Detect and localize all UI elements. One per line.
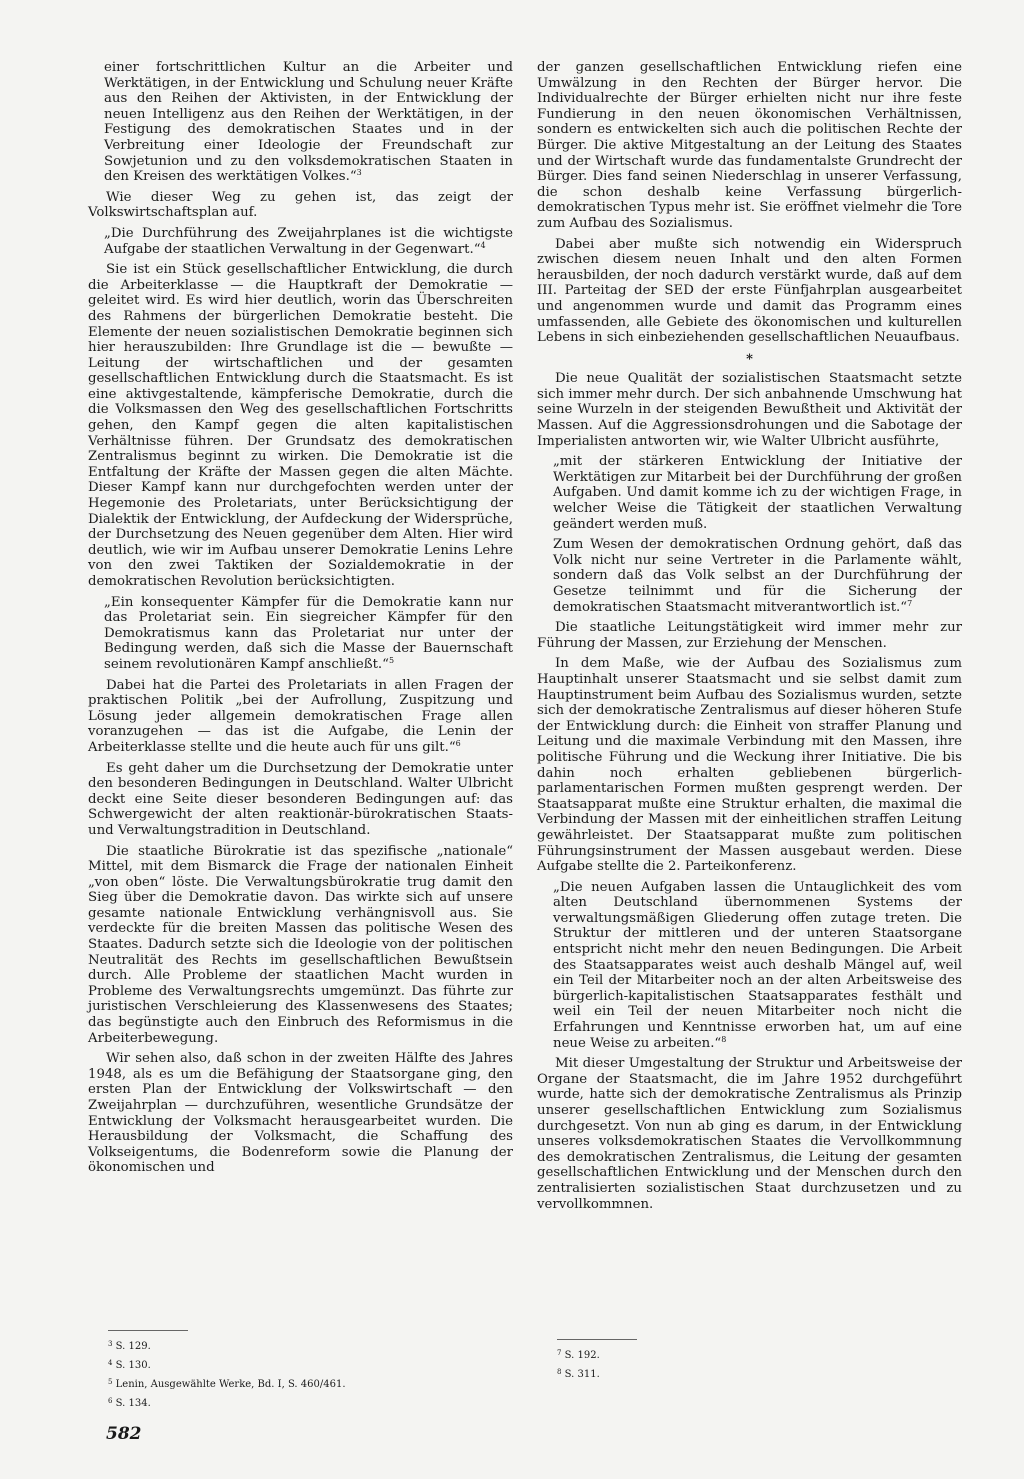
footnote-number: 3 bbox=[108, 1340, 113, 1348]
paragraph-text: der ganzen gesellschaftlichen Entwicklung riefen eine Umwälzung in den Rechten der Bürger hervor. Die Individualrechte der Bürger erhielten nicht nur ihre feste Fundierung in den neuen ökonomischen Verhältnissen, sondern es entwickelten sich auch die politischen Rechte der Bürger. Die aktive Mitgestaltung an der Leitung des Staates und der Wirtschaft wurde das fundamentalste Grundrecht der Bürger. Dies fand seinen Niederschlag in unserer Verfassung, die schon deshalb keine Verfassung bürgerlich-demokratischen Typus mehr ist. Sie eröffnet vielmehr die Tore zum Aufbau des Sozialismus. bbox=[537, 60, 962, 231]
footnote bbox=[108, 1336, 346, 1355]
footnote bbox=[108, 1393, 346, 1412]
paragraph-text: Die staatliche Bürokratie ist das spezifische „nationale“ Mittel, mit dem Bismarck die Frage der nationalen Einheit „von oben“ löste. Die Verwaltungsbürokratie trug damit den Sieg über die Demokratie davon. Das wirkte sich auf unsere gesamte nationale Entwicklung verhängnisvoll aus. Sie verdeckte für die breiten Massen das politische Wesen des Staates. Dadurch setzte sich die Ideologie von der politischen Neutralität des Rechts im gesellschaftlichen Bewußtsein durch. Alle Probleme der staatlichen Macht wurden in Probleme des Verwaltungsrechts umgemünzt. Das führte zur juristischen Verschleierung des Klassenwesens des Staates; das begünstigte auch den Einbruch des Reformismus in die Arbeiterbewegung. bbox=[88, 843, 513, 1046]
block-quote bbox=[553, 454, 962, 532]
footnote-text: S. 311. bbox=[561, 1369, 600, 1380]
paragraph-text: Dabei hat die Partei des Proletariats in allen Fragen der praktischen Politik „bei der Aufrollung, Zuspitzung und Lösung jeder allgemein demokratischen Frage allen voranzugehen — das ist die Aufgabe, die Lenin der Arbeiterklasse stellte und die heute auch für uns gilt.“ bbox=[88, 677, 513, 755]
block-quote bbox=[104, 226, 513, 257]
right-column-top bbox=[537, 60, 962, 346]
footnote-ref: 5 bbox=[388, 655, 395, 665]
footnote-text: S. 192. bbox=[561, 1350, 600, 1361]
paragraph-text: „Die Durchführung des Zweijahrplanes ist die wichtigste Aufgabe der staatlichen Verwaltung in der Gegenwart.“ bbox=[104, 225, 513, 257]
footnote-ref: 8 bbox=[721, 1034, 727, 1044]
footnote-text: S. 129. bbox=[112, 1341, 151, 1352]
left-column bbox=[88, 60, 513, 1181]
paragraph bbox=[537, 1056, 962, 1212]
footnote-ref: 7 bbox=[907, 598, 913, 608]
footnote-number: 8 bbox=[557, 1368, 562, 1376]
right-column bbox=[537, 60, 962, 1217]
paragraph-text: Wir sehen also, daß schon in der zweiten Hälfte des Jahres 1948, als es um die Befähigung der Staatsorgane ging, den ersten Plan der Entwicklung der Volkswirtschaft — den Zweijahrplan — durchzuführen, wesentliche Grundsätze der Entwicklung der Volksmacht herausgearbeitet wurden. Die Herausbildung der Volksmacht, die Schaffung des Volkseigentums, die Bodenreform sowie die Planung der ökonomischen und bbox=[88, 1051, 513, 1176]
footnote bbox=[557, 1364, 600, 1383]
footnote bbox=[108, 1374, 346, 1393]
paragraph bbox=[537, 237, 962, 346]
page-number: 582 bbox=[106, 1424, 142, 1444]
footnote-number: 4 bbox=[108, 1359, 113, 1367]
paragraph bbox=[88, 844, 513, 1047]
paragraph-text: „Ein konsequenter Kämpfer für die Demokratie kann nur das Proletariat sein. Ein siegreicher Kämpfer für den Demokratismus kann das Proletariat nur unter der Bedingung werden, daß sich die Masse der Bauernschaft seinem revolutionären Kampf anschließt.“ bbox=[104, 594, 513, 672]
block-quote bbox=[553, 537, 962, 615]
paragraph-text: Wie dieser Weg zu gehen ist, das zeigt der Volkswirtschaftsplan auf. bbox=[88, 189, 513, 221]
paragraph bbox=[537, 656, 962, 874]
footnotes-right bbox=[557, 1345, 600, 1383]
footnote-text: S. 130. bbox=[112, 1360, 151, 1371]
footnotes-left bbox=[108, 1336, 346, 1412]
footnote-text: Lenin, Ausgewählte Werke, Bd. I, S. 460/461. bbox=[112, 1379, 346, 1390]
paragraph-text: Mit dieser Umgestaltung der Struktur und Arbeitsweise der Organe der Staatsmacht, die im Jahre 1952 durchgeführt wurde, hatte sich der demokratische Zentralismus als Prinzip unserer gesellschaftlichen Entwicklung zum Sozialismus durchgesetzt. Von nun ab ging es darum, in der Entwicklung unseres volksdemokratischen Staates die Vervollkommnung des demokratischen Zentralismus, die Leitung der gesamten gesellschaftlichen Entwicklung und der Menschen durch den zentralisierten sozialistischen Staat durchzusetzen und zu vervollkommnen. bbox=[537, 1056, 962, 1212]
paragraph bbox=[88, 678, 513, 756]
paragraph-text: Dabei aber mußte sich notwendig ein Widerspruch zwischen diesem neuen Inhalt und den alten Formen herausbilden, der noch dadurch verstärkt wurde, daß auf dem III. Parteitag der SED der erste Fünfjahrplan ausgearbeitet und angenommen wurde und damit das Programm eines umfassenden, alle Gebiete des ökonomischen und kulturellen Lebens in sich einbeziehenden gesellschaftlichen Neuaufbaus. bbox=[537, 236, 962, 346]
paragraph bbox=[88, 761, 513, 839]
paragraph bbox=[88, 1051, 513, 1176]
footnote bbox=[557, 1345, 600, 1364]
paragraph-text: Sie ist ein Stück gesellschaftlicher Entwicklung, die durch die Arbeiterklasse — die Hauptkraft der Demokratie — geleitet wird. Es wird hier deutlich, worin das Überschreiten des Rahmens der bürgerlichen Demokratie besteht. Die Elemente der neuen sozialistischen Demokratie beginnen sich hier herauszubilden: Ihre Grundlage ist die — bewußte — Leitung der wirtschaftlichen und der gesamten gesellschaftlichen Entwicklung durch die Staatsmacht. Es ist eine aktivgestaltende, kämpferische Demokratie, durch die die Volksmassen den Weg des gesellschaftlichen Fortschritts gehen, den Kampf gegen die alten kapitalistischen Verhältnisse führen. Der Grundsatz des demokratischen Zentralismus beginnt zu wirken. Die Demokratie ist die Entfaltung der Kräfte der Massen gegen die alten Mächte. Dieser Kampf kann nur durchgefochten werden unter der Hegemonie des Proletariats, unter Berücksichtigung der Dialektik der Entwicklung, der Aufdeckung der Widersprüche, der Durchsetzung des Neuen gegenüber dem Alten. Hier wird deutlich, wie wir im Aufbau unserer Demokratie Lenins Lehre von den zwei Taktiken der Sozialdemokratie in der demokratischen Revolution berücksichtigten. bbox=[88, 262, 513, 589]
paragraph bbox=[537, 620, 962, 651]
footnote-rule-left bbox=[108, 1330, 188, 1331]
paragraph-text: Die neue Qualität der sozialistischen Staatsmacht setzte sich immer mehr durch. Der sich anbahnende Umschwung hat seine Wurzeln in der steigenden Bewußtheit und Aktivität der Massen. Auf die Aggressionsdrohungen und die Sabotage der Imperialisten antworten wir, wie Walter Ulbricht ausführte, bbox=[537, 371, 962, 449]
footnote-text: S. 134. bbox=[112, 1398, 151, 1409]
footnote-ref: 4 bbox=[480, 240, 486, 250]
footnote-number: 7 bbox=[557, 1349, 562, 1357]
footnote-rule-right bbox=[557, 1339, 637, 1340]
right-column-bottom bbox=[537, 371, 962, 1212]
block-quote bbox=[104, 595, 513, 673]
section-separator: * bbox=[746, 351, 753, 367]
footnote-ref: 3 bbox=[356, 168, 362, 178]
footnote-number: 6 bbox=[108, 1397, 113, 1405]
paragraph-text: In dem Maße, wie der Aufbau des Sozialismus zum Hauptinhalt unserer Staatsmacht und sie selbst damit zum Hauptinstrument beim Aufbau des Sozialismus wurden, setzte sich der demokratische Zentralismus auf dieser höheren Stufe der Entwicklung durch: die Einheit von straffer Planung und Leitung und die maximale Verbindung mit den Massen, ihre politische Führung und die Weckung ihrer Initiative. Die bis dahin noch erhalten gebliebenen bürgerlich-parlamentarischen Formen mußten gesprengt werden. Der Staatsapparat mußte eine Struktur erhalten, die maximal die Verbindung der Massen mit der einheitlichen straffen Leitung gewährleistet. Der Staatsapparat mußte zum politischen Führungsinstrument der Massen ausgebaut werden. Diese Aufgabe stellte die 2. Parteikonferenz. bbox=[537, 656, 962, 875]
paragraph bbox=[88, 262, 513, 589]
block-quote bbox=[553, 880, 962, 1052]
paragraph-text: Die staatliche Leitungstätigkeit wird immer mehr zur Führung der Massen, zur Erziehung der Menschen. bbox=[537, 620, 962, 651]
footnote bbox=[108, 1355, 346, 1374]
paragraph-text: einer fortschrittlichen Kultur an die Arbeiter und Werktätigen, in der Entwicklung und Schulung neuer Kräfte aus den Reihen der Aktivisten, in der Entwicklung der neuen Intelligenz aus den Reihen der Werktätigen, in der Festigung des demokratischen Staates und in der Verbreitung einer Ideologie der Freundschaft zur Sowjetunion und zu den volksdemokratischen Staaten in den Kreisen des werktätigen Volkes.“ bbox=[104, 60, 513, 185]
paragraph-text: „mit der stärkeren Entwicklung der Initiative der Werktätigen zur Mitarbeit bei der Durchführung der großen Aufgaben. Und damit komme ich zu der wichtigen Frage, in welcher Weise die Tätigkeit der staatlichen Verwaltung geändert werden muß. bbox=[553, 454, 962, 532]
paragraph bbox=[88, 190, 513, 221]
footnote-ref: 6 bbox=[455, 738, 461, 748]
footnote-number: 5 bbox=[108, 1378, 113, 1386]
block-quote bbox=[104, 60, 513, 185]
paragraph-text: Zum Wesen der demokratischen Ordnung gehört, daß das Volk nicht nur seine Vertreter in die Parlamente wählt, sondern daß das Volk selbst an der Durchführung der Gesetze teilnimmt und für die Sicherung der demokratischen Staatsmacht mitverantwortlich ist.“ bbox=[553, 537, 962, 615]
paragraph-text: „Die neuen Aufgaben lassen die Untauglichkeit des vom alten Deutschland übernommenen Systems der verwaltungsmäßigen Gliederung offen zutage treten. Die Struktur der mittleren und der unteren Staatsorgane entspricht nicht mehr den neuen Bedingungen. Die Arbeit des Staatsapparates weist auch deshalb Mängel auf, weil ein Teil der Mitarbeiter noch an der alten Arbeitsweise des bürgerlich-kapitalistischen Staatsapparates festhält und weil ein Teil der neuen Mitarbeiter noch nicht die Erfahrungen und Kenntnisse erworben hat, um auf eine neue Weise zu arbeiten.“ bbox=[553, 879, 962, 1051]
paragraph bbox=[537, 371, 962, 449]
paragraph-text: Es geht daher um die Durchsetzung der Demokratie unter den besonderen Bedingungen in Deutschland. Walter Ulbricht deckt eine Seite dieser besonderen Bedingungen auf: das Schwergewicht der alten reaktionär-bürokratischen Staats- und Verwaltungstradition in Deutschland. bbox=[88, 760, 513, 838]
paragraph bbox=[537, 60, 962, 232]
